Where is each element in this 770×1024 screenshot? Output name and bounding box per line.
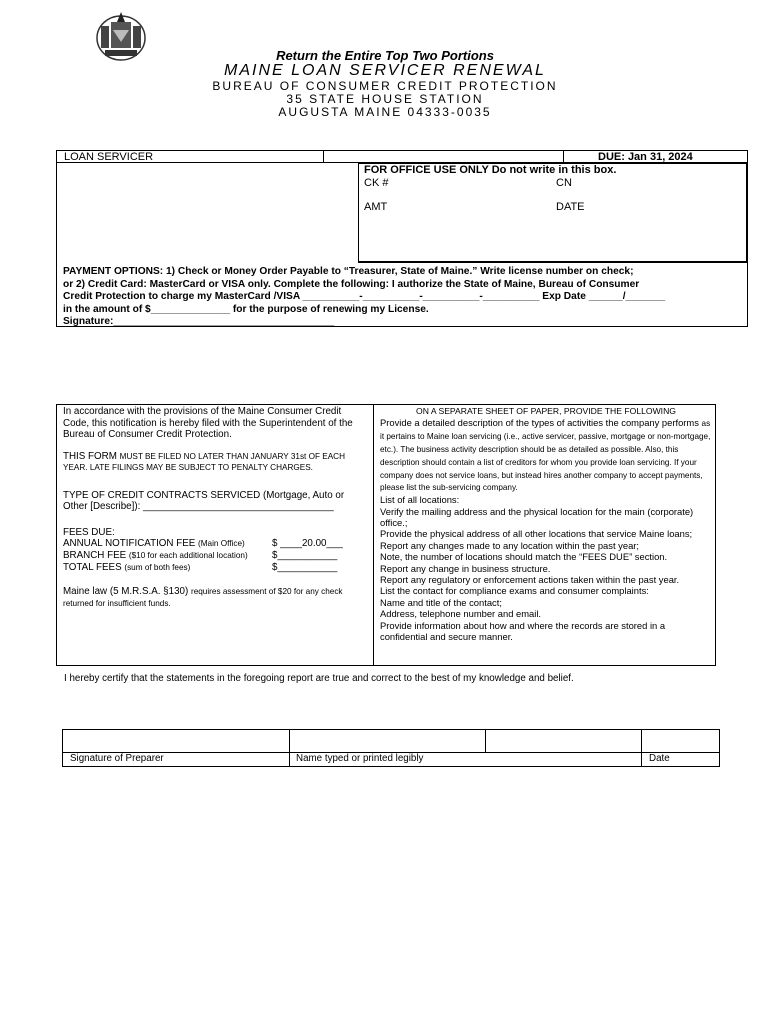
credit-types-field[interactable]: TYPE OF CREDIT CONTRACTS SERVICED (Mortgage, Auto or Other [Describe]): ___________________________________ bbox=[63, 489, 345, 512]
date-field[interactable] bbox=[644, 731, 716, 751]
fee-row bbox=[63, 562, 368, 574]
credit-card-line[interactable]: Credit Protection to charge my MasterCard /VISA __________-__________-__________-__________ Exp Date ______/_______ bbox=[63, 291, 666, 303]
cn-label: CN bbox=[556, 177, 572, 189]
loan-servicer-label: LOAN SERVICER bbox=[64, 151, 154, 163]
amt-label: AMT bbox=[364, 201, 388, 213]
fee-note: (Main Office) bbox=[198, 539, 245, 548]
fee-label: ANNUAL NOTIFICATION FEE bbox=[63, 538, 196, 549]
notification-left-column bbox=[63, 406, 368, 609]
fee-note: ($10 for each additional location) bbox=[128, 551, 248, 560]
requirement-item: Report any change in business structure. bbox=[380, 562, 551, 574]
amount-line[interactable]: in the amount of $______________ for the purpose of renewing my License. bbox=[63, 303, 429, 315]
divider bbox=[373, 404, 374, 666]
return-instruction: Return the Entire Top Two Portions bbox=[276, 48, 494, 63]
law-text: requires assessment of $20 for any check returned for insufficient funds. bbox=[63, 587, 343, 608]
fee-amount[interactable]: $___________ bbox=[272, 550, 338, 561]
requirement-item: Provide the physical address of all other locations that service Maine loans; bbox=[380, 528, 693, 540]
requirement-item: Address, telephone number and email. bbox=[380, 608, 542, 620]
intro-text: In accordance with the provisions of the Maine Consumer Credit Code, this notification is hereby filed with the Superintendent of the Bureau of Consumer Credit Protection. bbox=[63, 406, 353, 440]
printed-name-field[interactable] bbox=[292, 731, 482, 751]
payment-options bbox=[63, 266, 747, 329]
requirement-item: List of all locations: bbox=[380, 494, 460, 506]
office-use-box bbox=[358, 163, 748, 263]
notification-right-column bbox=[380, 406, 712, 642]
fee-amount[interactable]: $ ____20.00___ bbox=[272, 538, 343, 549]
fee-row bbox=[63, 550, 368, 562]
filing-deadline bbox=[63, 451, 368, 474]
preparer-signature-field[interactable] bbox=[64, 731, 286, 751]
separate-sheet-heading: ON A SEPARATE SHEET OF PAPER, PROVIDE THE FOLLOWING bbox=[416, 406, 676, 416]
divider bbox=[289, 729, 290, 767]
ck-label: CK # bbox=[364, 177, 389, 189]
fee-label: TOTAL FEES bbox=[63, 562, 122, 573]
preparer-signature-label: Signature of Preparer bbox=[70, 753, 164, 764]
activity-lead: Provide a detailed description of the types of activities the company performs bbox=[380, 417, 699, 429]
agency-name: BUREAU OF CONSUMER CREDIT PROTECTION bbox=[212, 79, 558, 93]
activity-text: as it pertains to Maine loan servicing (i.e., active servicer, passive, mortgage or non-mortgage, etc.). The business activity description should be as detailed as possible. Also, this description should contain a list of creditors for whom you provide loan servicing. If your company does not service loans, but instead hires another company to accept payments, please list the sub-servicing company. bbox=[380, 419, 711, 493]
payment-line: or 2) Credit Card: MasterCard or VISA only. Complete the following: I authorize the State of Maine, Bureau of Consumer bbox=[63, 278, 640, 290]
payment-line: PAYMENT OPTIONS: 1) Check or Money Order Payable to “Treasurer, State of Maine.” Write license number on check; bbox=[63, 266, 634, 277]
agency-station: 35 STATE HOUSE STATION bbox=[286, 92, 484, 106]
activity-description bbox=[380, 417, 712, 494]
requirement-item: List the contact for compliance exams and consumer complaints: bbox=[380, 585, 649, 597]
divider bbox=[641, 729, 642, 767]
date-label: DATE bbox=[556, 201, 585, 213]
fees-due-heading: FEES DUE: bbox=[63, 526, 115, 538]
fee-label: BRANCH FEE bbox=[63, 550, 127, 561]
divider bbox=[485, 729, 486, 753]
requirement-item: Name and title of the contact; bbox=[380, 596, 502, 608]
signature-line[interactable]: Signature:_______________________________________ bbox=[63, 316, 335, 328]
law-lead: Maine law (5 M.R.S.A. §130) bbox=[63, 586, 189, 597]
deadline-lead: THIS FORM bbox=[63, 450, 117, 462]
printed-name-label: Name typed or printed legibly bbox=[296, 753, 424, 764]
fee-row bbox=[63, 538, 368, 550]
requirement-item: Note, the number of locations should match the “FEES DUE” section. bbox=[380, 551, 668, 563]
certification-statement: I hereby certify that the statements in the foregoing report are true and correct to the best of my knowledge and belief. bbox=[64, 673, 574, 684]
requirement-item: Provide information about how and where the records are stored in a confidential and secure manner. bbox=[380, 619, 666, 643]
requirement-item: Report any regulatory or enforcement actions taken within the past year. bbox=[380, 574, 680, 586]
fee-note: (sum of both fees) bbox=[124, 563, 191, 572]
requirement-item: Verify the mailing address and the physical location for the main (corporate) office.; bbox=[380, 505, 694, 528]
deadline-text: MUST BE FILED NO LATER THAN JANUARY 31st OF EACH YEAR. LATE FILINGS MAY BE SUBJECT TO PENALTY CHARGES. bbox=[63, 451, 345, 472]
divider bbox=[323, 150, 324, 162]
divider bbox=[563, 150, 564, 162]
due-date: DUE: Jan 31, 2024 bbox=[598, 151, 693, 163]
form-title: MAINE LOAN SERVICER RENEWAL bbox=[224, 62, 546, 79]
law-notice bbox=[63, 586, 368, 609]
date-label: Date bbox=[649, 753, 670, 764]
office-use-heading: FOR OFFICE USE ONLY Do not write in this box. bbox=[364, 164, 617, 176]
loan-servicer-field[interactable] bbox=[64, 163, 354, 263]
agency-city: AUGUSTA MAINE 04333-0035 bbox=[278, 105, 492, 119]
fee-amount[interactable]: $___________ bbox=[272, 562, 338, 573]
requirement-item: Report any changes made to any location within the past year; bbox=[380, 539, 640, 551]
